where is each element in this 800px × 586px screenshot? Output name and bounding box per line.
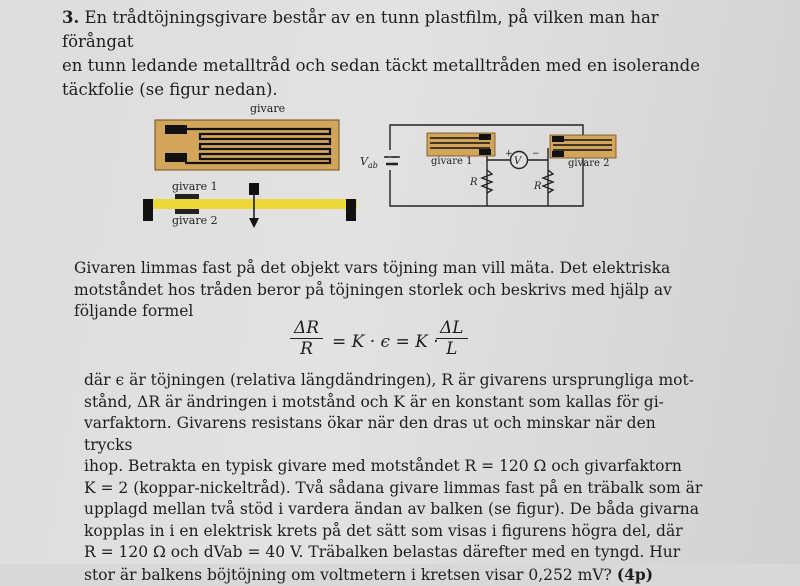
resistor-2-label: R [533, 181, 542, 192]
formula-rhs-numerator: ΔL [436, 318, 468, 339]
load-weight [249, 183, 259, 195]
source-label: $V_{ab}$ [360, 155, 378, 170]
formula-rhs [436, 318, 468, 359]
circuit-gauge-1-label: givare 1 [431, 156, 472, 167]
body-line: varfaktorn. Givarens resistans ökar när den dras ut och minskar när den trycks [84, 413, 704, 456]
formula-rhs-denominator: L [436, 339, 468, 359]
body-paragraph-1 [74, 258, 714, 323]
body-line: R = 120 Ω och dVab = 40 V. Träbalken belastas därefter med en tyngd. Hur [84, 542, 704, 564]
body-line: följande formel [74, 301, 714, 323]
formula-lhs-denominator: R [290, 339, 323, 359]
intro-line: en tunn ledande metalltråd och sedan täckt metalltråden med en isolerande [62, 54, 722, 78]
formula-middle: = K · ϵ = K · [332, 332, 439, 352]
body-line: Givaren limmas fast på det objekt vars töjning man vill mäta. Det elektriska [74, 258, 714, 280]
intro-line: täckfolie (se figur nedan). [62, 78, 722, 102]
formula-lhs [290, 318, 323, 359]
body-line: där ϵ är töjningen (relativa längdändringen), R är givarens ursprungliga mot- [84, 370, 704, 392]
gauge-pad-top [165, 125, 187, 134]
voltmeter-minus: − [532, 149, 540, 159]
intro-text-1: En trådtöjningsgivare består av en tunn plastfilm, på vilken man har förångat [62, 8, 659, 51]
gauge-label: givare [250, 102, 285, 115]
body-line: K = 2 (koppar-nickeltråd). Två sådana givare limmas fast på en träbalk som är [84, 478, 704, 500]
beam-support-left [143, 199, 153, 221]
body-line: ihop. Betrakta en typisk givare med motståndet R = 120 Ω och givarfaktorn [84, 456, 704, 478]
beam-gauge-1 [175, 194, 199, 199]
body-line-last [84, 564, 704, 586]
body-line: kopplas in i en elektrisk krets på det sätt som visas i figurens högra del, där [84, 521, 704, 543]
voltmeter-plus: + [505, 149, 513, 159]
gauge-formula [290, 318, 490, 370]
circuit-gauge-2-label: givare 2 [568, 158, 609, 169]
body-line: motståndet hos tråden beror på töjningen storlek och beskrivs med hjälp av [74, 280, 714, 302]
formula-lhs-numerator: ΔR [290, 318, 323, 339]
beam-support-right [346, 199, 356, 221]
body-paragraph-2 [84, 370, 704, 586]
beam-gauge-2-label: givare 2 [172, 214, 218, 227]
resistor-1-label: R [469, 177, 478, 188]
body-text-last: stor är balkens böjtöjning om voltmetern i kretsen visar 0,252 mV? [84, 566, 612, 584]
beam [143, 199, 357, 209]
problem-number: 3. [62, 8, 79, 27]
voltmeter-symbol: V [514, 156, 523, 167]
gauge-pad-bottom [165, 153, 187, 162]
beam-gauge-1-label: givare 1 [172, 180, 218, 193]
strain-gauge-figure [0, 0, 800, 260]
load-arrow-icon [249, 218, 259, 228]
body-line: upplagd mellan två stöd i vardera ändan av balken (se figur). De båda givarna [84, 499, 704, 521]
body-line: stånd, ΔR är ändringen i motstånd och K är en konstant som kallas för gi- [84, 392, 704, 414]
points-badge: (4p) [617, 565, 653, 584]
